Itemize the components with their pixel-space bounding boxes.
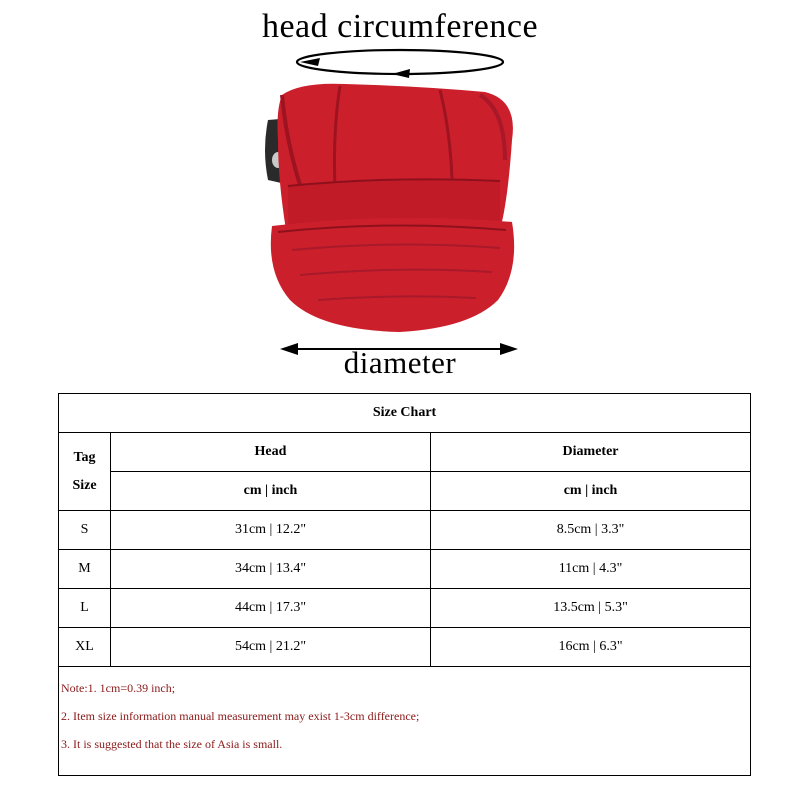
size-cell: S [59,511,111,550]
diameter-cell: 8.5cm | 3.3" [431,511,751,550]
notes-cell [59,667,751,776]
diameter-cell: 13.5cm | 5.3" [431,589,751,628]
table-row [59,628,751,667]
head-cell: 31cm | 12.2" [111,511,431,550]
note-1: Note:1. 1cm=0.39 inch; [61,681,176,695]
diameter-column-header: Diameter [431,433,751,472]
diameter-cell: 16cm | 6.3" [431,628,751,667]
size-cell: XL [59,628,111,667]
size-chart-title: Size Chart [59,394,751,433]
head-cell: 54cm | 21.2" [111,628,431,667]
table-row [59,589,751,628]
table-row [59,511,751,550]
head-circumference-label: head circumference [261,8,539,45]
head-unit-header: cm | inch [111,472,431,511]
table-row [59,550,751,589]
size-cell: L [59,589,111,628]
head-cell: 44cm | 17.3" [111,589,431,628]
head-column-header: Head [111,433,431,472]
tag-size-header [59,433,111,511]
head-cell: 34cm | 13.4" [111,550,431,589]
tag-label: Tag [73,449,96,465]
diameter-unit-header: cm | inch [431,472,751,511]
circumference-arrowhead-bottom-icon [392,69,410,78]
red-cap-image [265,84,514,332]
size-label: Size [72,477,97,493]
circumference-arrow-icon [297,50,503,74]
diameter-label: diameter [343,345,457,380]
note-3: 3. It is suggested that the size of Asia is small. [61,737,283,751]
size-cell: M [59,550,111,589]
diameter-cell: 11cm | 4.3" [431,550,751,589]
note-2: 2. Item size information manual measurement may exist 1-3cm difference; [61,709,420,723]
size-chart-table [58,393,751,776]
circumference-arrowhead-top-icon [300,58,320,66]
cap-illustration [0,0,800,390]
